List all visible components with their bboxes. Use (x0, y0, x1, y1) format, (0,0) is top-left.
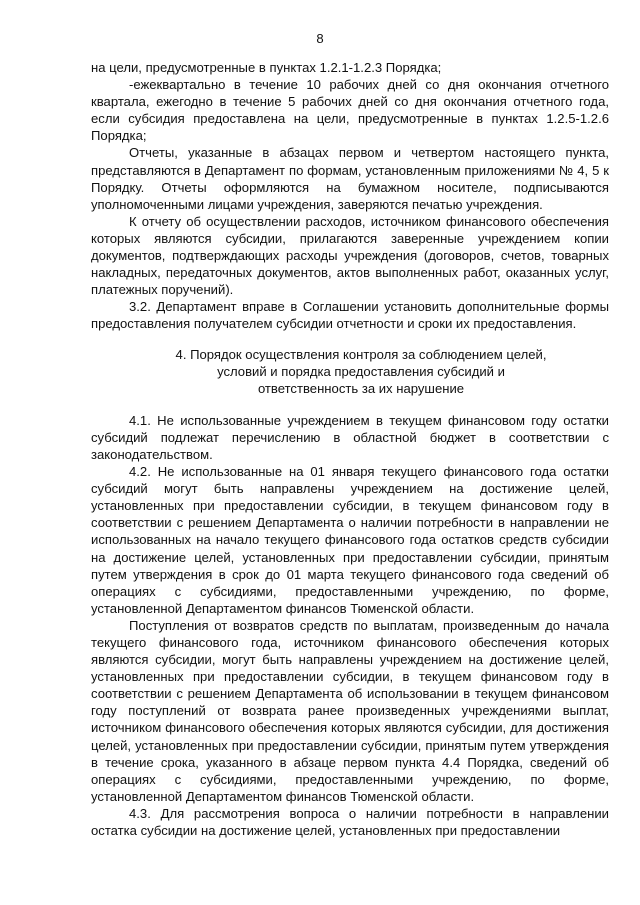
paragraph: Отчеты, указанные в абзацах первом и четвертом настоящего пункта, представляются в Департамент по формам, установленным приложениями № 4, 5 к Порядку. Отчеты оформляются на бумажном носителе, подписываются уполномоченными лицами учреждения, заверяются печатью учреждения. (91, 145, 609, 212)
paragraph: 3.2. Департамент вправе в Соглашении установить дополнительные формы предоставления получателем субсидии отчетности и сроки их предоставления. (91, 299, 609, 332)
paragraph: -ежеквартально в течение 10 рабочих дней со дня окончания отчетного квартала, ежегодно в течение 5 рабочих дней со дня окончания отчетного года, если субсидия предоставлена на цели, предусмотренные в пунктах 1.2.5-1.2.6 Порядка; (91, 77, 609, 144)
section-heading-line: 4. Порядок осуществления контроля за соблюдением целей, (175, 346, 547, 362)
paragraph: К отчету об осуществлении расходов, источником финансового обеспечения которых являются субсидии, прилагаются заверенные учреждением копии документов, подтверждающих расходы учреждения (договоров, счетов, товарных накладных, передаточных документов, актов выполненных работ, оказанных услуг, платежных поручений). (91, 213, 609, 298)
document-body (91, 59, 609, 839)
paragraph: 4.3. Для рассмотрения вопроса о наличии потребности в направлении остатка субсидии на достижение целей, установленных при предоставлении (91, 805, 609, 839)
paragraph: 4.1. Не использованные учреждением в текущем финансовом году остатки субсидий подлежат перечислению в областной бюджет в соответствии с законодательством. (91, 412, 609, 462)
section-heading-line: ответственность за их нарушение (257, 380, 465, 396)
section-4-text (91, 412, 609, 839)
paragraph: на цели, предусмотренные в пунктах 1.2.1-1.2.3 Порядка; (91, 60, 442, 75)
paragraph: 4.2. Не использованные на 01 января текущего финансового года остатки субсидий могут быть направлены учреждением на достижение целей, установленных при предоставлении субсидии, в текущем финансовом году в соответствии с решением Департамента о наличии потребности в направлении не использованных на начало текущего финансового года остатков средств субсидии на достижение целей, установленных при предоставлении субсидии, принятым путем утверждения в срок до 01 марта текущего финансового года сведений об операциях с субсидиями, предоставленными учреждению, по форме, установленной Департаментом финансов Тюменской области. (91, 464, 609, 616)
section-heading (91, 346, 609, 397)
page-number: 8 (316, 31, 324, 46)
paragraph: Поступления от возвратов средств по выплатам, произведенным до начала текущего финансового года, источником финансового обеспечения которых являются субсидии, могут быть направлены учреждением на достижение целей, установленных при предоставлении субсидии, в текущем финансовом году в соответствии с решением Департамента об использовании в текущем финансовом году поступлений от возврата ранее произведенных учреждениями выплат, источником финансового обеспечения которых являются субсидии, для достижения целей, установленных при предоставлении субсидии, принятым путем утверждения в течение срока, указанного в абзаце первом пункта 4.4 Порядка, сведений об операциях с субсидиями, предоставленными учреждению, по форме, установленной Департаментом финансов Тюменской области. (91, 617, 609, 804)
section-3-text (91, 59, 609, 333)
section-heading-line: условий и порядка предоставления субсидий и (217, 363, 505, 379)
